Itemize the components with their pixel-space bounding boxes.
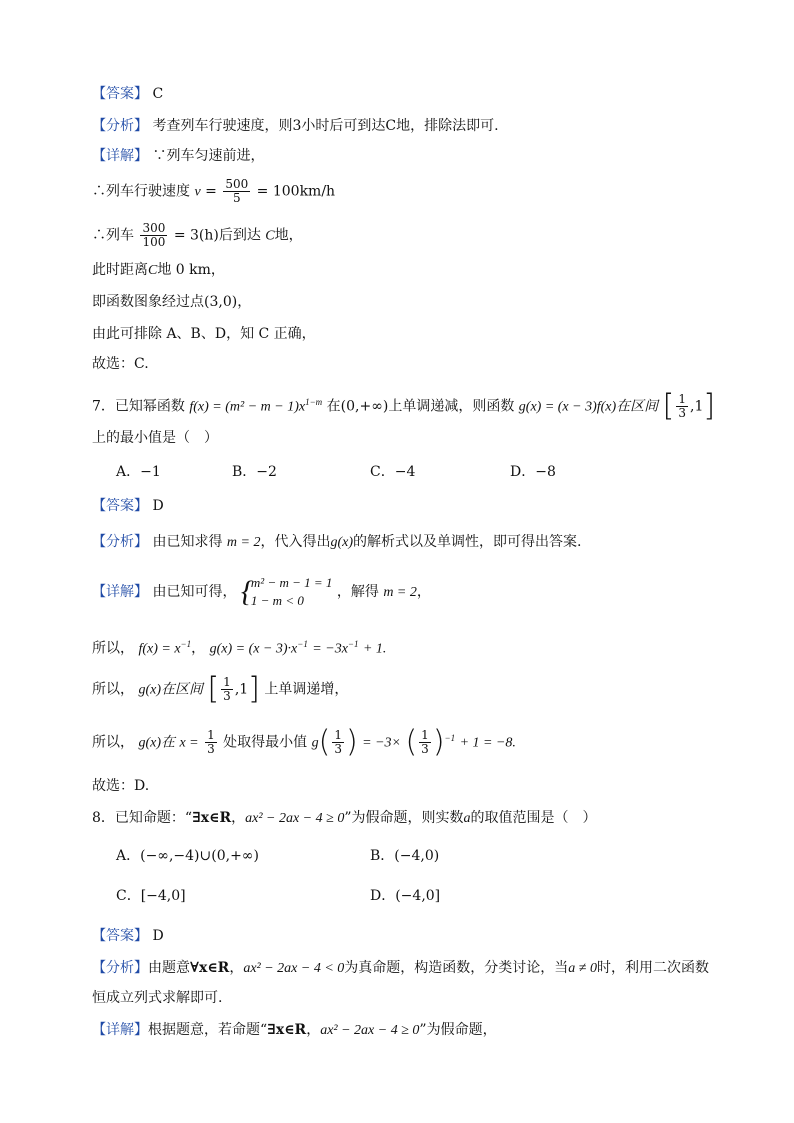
question-7-stem-cont [92, 428, 734, 448]
detail-text: 所以， [92, 681, 134, 698]
analysis-line-q8 [92, 958, 734, 979]
math-expr: ∀x∈R [190, 960, 230, 976]
frac-den: 3 [421, 742, 429, 757]
analysis-text: 由已知求得 [152, 534, 223, 550]
fraction [140, 222, 167, 249]
math-expr: g(x) [330, 535, 354, 550]
question-8-stem [92, 808, 734, 829]
frac-num: 1 [223, 675, 231, 689]
detail-line-6 [92, 324, 734, 344]
math-expr: g(x)在 [138, 735, 175, 751]
detail-tag: 【详解】 [92, 584, 148, 600]
detail-text: 所以， [92, 734, 134, 751]
detail-text: 上单调递增， [264, 681, 349, 698]
math-expr: ax² − 2ax − 4 ≥ 0 [320, 1023, 420, 1038]
math-var: a [463, 811, 471, 826]
detail-text: ∵列车匀速前进， [152, 148, 265, 164]
detail-line-2: ∴列车行驶速度 v = $\frac{500}{5}$ = 100km/h [92, 177, 336, 205]
fraction [221, 676, 233, 703]
detail-text: 根据题意，若命题“ [148, 1022, 268, 1038]
detail-line-7 [92, 354, 734, 374]
stem-text: 在(0,+∞)上单调递减，则函数 [326, 398, 515, 415]
math-expr: g [311, 735, 319, 751]
system-row: m² − m − 1 = 1 [250, 575, 333, 590]
math-expr: g(x) = (x − 3)·x [209, 641, 298, 657]
detail-text: 即函数图象经过点(3,0)， [92, 294, 252, 310]
option-a[interactable]: A．−1 [116, 464, 161, 480]
option-d[interactable]: D．−8 [510, 464, 556, 480]
stem-text: 的取值范围是（ ） [470, 810, 597, 826]
detail-line-q7-2 [92, 634, 734, 660]
detail-text: 故选：C. [92, 356, 149, 372]
stem-text: ， [231, 810, 246, 826]
detail-line-q7-5 [92, 776, 734, 796]
detail-text: 地 0 km， [157, 262, 225, 278]
option-a[interactable]: A．(−∞,−4)∪(0,+∞) [116, 848, 259, 864]
equation-system [241, 574, 333, 610]
math-expr: ∃x∈R [192, 810, 232, 826]
analysis-text: ， [229, 960, 244, 976]
analysis-line-q7 [92, 532, 734, 553]
math-expr: g(x)在区间 [138, 682, 203, 698]
fraction [676, 393, 688, 420]
math-expr: = −3x [312, 641, 348, 657]
analysis-text: 恒成立列式求解即可. [92, 990, 223, 1006]
analysis-text: ，代入得出 [260, 534, 331, 550]
analysis-text: 为真命题，构造函数，分类讨论，当 [344, 960, 569, 976]
fraction [205, 729, 217, 756]
interval-tail: ,1 [234, 681, 249, 698]
detail-line-1 [92, 146, 734, 166]
frac-num: 1 [334, 728, 342, 743]
detail-line-q7-1 [92, 574, 734, 611]
math-expr: = −3× [362, 735, 401, 751]
option-c[interactable]: C．−4 [370, 464, 416, 480]
math-exponent: −1 [444, 733, 456, 743]
frac-den: 100 [142, 235, 166, 249]
stem-text: 8．已知命题：“ [92, 810, 193, 826]
math-expr: m = 2 [226, 535, 261, 550]
analysis-text: 的解析式以及单调性，即可得出答案. [353, 534, 582, 550]
detail-text: 处取得最小值 [223, 734, 308, 751]
detail-text: 故选：D. [92, 778, 150, 794]
system-row: 1 − m < 0 [250, 593, 304, 608]
analysis-tag: 【分析】 [92, 960, 148, 976]
math-exponent: −1 [297, 639, 308, 649]
math-expr: f(x) = (m² − m − 1)x [189, 399, 306, 415]
stem-text: 7．已知幂函数 [92, 398, 185, 415]
detail-line-q7-3: 所以， g(x)在区间 [ $\frac{1}{3}$ ,1] 上单调递增， [92, 671, 349, 707]
answer-line-q6 [92, 84, 734, 104]
detail-line-q7-4: 所以， g(x)在 x = $\frac{1}{3}$ 处取得最小值 g( $\frac{1}{3}$ ) = −3× ( $\frac{1}{3}$ )$^{-1}$ + 1 = −8. [92, 724, 516, 760]
stem-text: ”为假命题，则实数 [344, 810, 464, 826]
answer-value: C [152, 86, 164, 102]
detail-text: ”为假命题， [419, 1022, 497, 1038]
detail-text: 所以， [92, 640, 134, 657]
frac-num: 1 [678, 392, 686, 407]
option-c[interactable]: C．[−4,0] [116, 888, 186, 904]
detail-line-4 [92, 260, 734, 281]
frac-num: 300 [142, 221, 166, 235]
answer-tag: 【答案】 [92, 498, 148, 514]
answer-tag: 【答案】 [92, 86, 148, 102]
detail-tag: 【详解】 [92, 1022, 148, 1038]
detail-text: 由此可排除 A、B、D，知 C 正确， [92, 326, 316, 342]
math-expr: + 1. [362, 641, 387, 657]
detail-text: ， [191, 640, 206, 657]
stem-text: 上的最小值是（ ） [92, 430, 218, 446]
analysis-line-q8-cont [92, 988, 734, 1008]
math-exponent: −1 [347, 639, 359, 649]
math-expr: ax² − 2ax − 4 < 0 [243, 961, 345, 976]
brace-icon: { [240, 575, 253, 608]
fraction [332, 729, 344, 756]
detail-tag: 【详解】 [92, 148, 148, 164]
detail-line-5 [92, 292, 734, 312]
analysis-line-q6 [92, 116, 734, 136]
math-expr: f(x) = x [138, 641, 181, 657]
option-b[interactable]: B．−2 [232, 464, 277, 480]
answer-line-q7 [92, 496, 734, 516]
frac-num: 1 [207, 728, 215, 743]
option-b[interactable]: B．(−4,0) [370, 848, 440, 864]
answer-value: D [152, 928, 164, 944]
detail-text: ， [416, 584, 431, 600]
question-7-stem: 7．已知幂函数 $f(x) = (m^2 - m - 1)x^{1-m}$ 在(0,+∞)上单调递减，则函数 g(x) = (x − 3)f(x)在区间 [ $\frac{1}{3}$ ,1] [92, 388, 716, 424]
math-expr: x = [179, 735, 199, 751]
analysis-tag: 【分析】 [92, 118, 148, 134]
detail-line-3 [92, 222, 734, 249]
detail-line-q8 [92, 1020, 734, 1041]
math-expr: g(x) = (x − 3)f(x)在区间 [518, 399, 659, 415]
detail-text: ∴列车行驶速度 [92, 183, 190, 200]
answer-tag: 【答案】 [92, 928, 148, 944]
frac-num: 1 [421, 728, 429, 743]
detail-text: 由已知可得， [152, 584, 237, 600]
answer-value: D [152, 498, 164, 514]
answer-line-q8 [92, 926, 734, 946]
analysis-tag: 【分析】 [92, 534, 148, 550]
math-exponent: −1 [180, 639, 192, 649]
detail-text: ，解得 [336, 584, 379, 600]
frac-den: 5 [232, 191, 241, 205]
math-expr: a ≠ 0 [568, 961, 597, 976]
fraction [223, 178, 250, 205]
analysis-text: 时，利用二次函数 [596, 960, 709, 976]
option-d[interactable]: D．(−4,0] [370, 888, 441, 904]
math-var: C [265, 228, 275, 244]
frac-den: 3 [678, 406, 686, 421]
detail-text: = 100km/h [256, 183, 336, 200]
frac-den: 3 [223, 689, 231, 703]
detail-text: ∴列车 [92, 227, 134, 244]
math-expr: + 1 = −8. [459, 735, 516, 751]
math-expr: ax² − 2ax − 4 ≥ 0 [245, 811, 345, 826]
interval-tail: ,1 [690, 398, 704, 415]
math-var: C [148, 263, 158, 278]
frac-den: 3 [334, 742, 342, 757]
detail-text: = 3(h)后到达 [173, 227, 261, 244]
detail-text: ， [306, 1022, 321, 1038]
math-expr: m = 2 [383, 585, 417, 600]
frac-den: 3 [207, 742, 215, 757]
math-exponent: 1−m [305, 397, 323, 407]
fraction [419, 729, 431, 756]
detail-text: 地， [274, 227, 303, 244]
math-var: v [194, 184, 201, 200]
math-expr: ∃x∈R [267, 1022, 307, 1038]
analysis-text: 考查列车行驶速度，则3小时后可到达C地，排除法即可. [152, 118, 499, 134]
frac-num: 500 [225, 177, 249, 191]
detail-text: 此时距离 [92, 262, 148, 278]
analysis-text: 由题意 [148, 960, 190, 976]
